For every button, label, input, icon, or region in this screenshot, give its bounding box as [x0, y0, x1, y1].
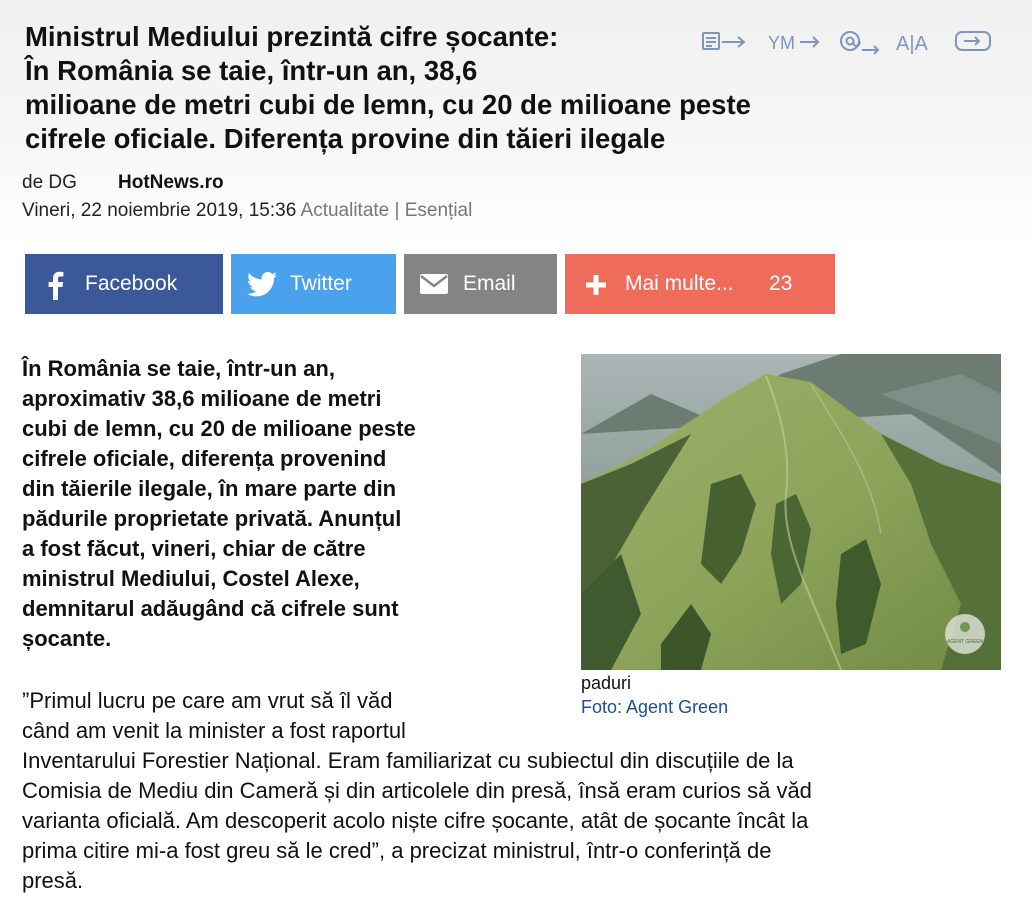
lead-line: demnitarul adăugând că cifrele sunt — [22, 596, 399, 621]
body-line: când am venit la minister a fost raportul — [22, 718, 406, 743]
plus-icon — [586, 275, 606, 301]
lead-line: șocante. — [22, 626, 112, 651]
send-article-icon[interactable] — [700, 28, 752, 56]
facebook-icon — [45, 270, 65, 306]
source-site[interactable]: HotNews.ro — [118, 172, 224, 193]
lead-line: ministrul Mediului, Costel Alexe, — [22, 566, 360, 591]
more-share-button[interactable] — [565, 254, 835, 314]
body-line: Comisia de Mediu din Cameră și din articolele din presă, însă eram curios să văd — [22, 778, 812, 803]
dateline — [22, 200, 472, 222]
email-label: Email — [463, 272, 516, 295]
email-article-icon[interactable] — [838, 28, 884, 56]
body-line: presă. — [22, 868, 84, 893]
facebook-share-button[interactable] — [25, 254, 223, 314]
lead-line: cifrele oficiale, diferența provenind — [22, 446, 387, 471]
title-line: Ministrul Mediului prezintă cifre șocante: — [25, 21, 559, 52]
title-line: milioane de metri cubi de lemn, cu 20 de milioane peste — [25, 89, 751, 120]
publish-date: Vineri, 22 noiembrie 2019, 15:36 — [22, 200, 297, 221]
twitter-share-button[interactable] — [231, 254, 396, 314]
title-line: cifrele oficiale. Diferența provine din tăieri ilegale — [25, 123, 666, 154]
lead-line: cubi de lemn, cu 20 de milioane peste — [22, 416, 416, 441]
body-line: varianta oficială. Am descoperit acolo niște cifre șocante, atât de șocante încât la — [22, 808, 809, 833]
title-line: În România se taie, într-un an, 38,6 — [25, 55, 478, 86]
yahoo-messenger-icon[interactable] — [768, 28, 822, 56]
email-share-button[interactable] — [404, 254, 557, 314]
body-line: ”Primul lucru pe care am vrut să îl văd — [22, 688, 393, 713]
ym-label: YM — [768, 33, 795, 53]
facebook-label: Facebook — [85, 272, 178, 295]
author: de DG — [22, 172, 77, 193]
envelope-icon — [420, 274, 448, 300]
body-line: prima citire mi-a fost greu să le cred”, a precizat ministrul, într-o conferință de — [22, 838, 772, 863]
article-categories[interactable]: Actualitate | Esențial — [300, 200, 473, 221]
svg-text:AGENT GREEN: AGENT GREEN — [946, 639, 984, 645]
twitter-icon — [247, 272, 277, 303]
lead-line: pădurile proprietate privată. Anunțul — [22, 506, 402, 531]
twitter-label: Twitter — [290, 272, 352, 295]
body-line: Inventarului Forestier Național. Eram familiarizat cu subiectul din discuțiile de la — [22, 748, 794, 773]
share-count: 23 — [769, 272, 793, 295]
article-body — [22, 686, 1022, 896]
lead-line: a fost făcut, vineri, chiar de către — [22, 536, 366, 561]
lead-line: aproximativ 38,6 milioane de metri — [22, 386, 382, 411]
byline — [22, 172, 224, 194]
lead-line: din tăierile ilegale, în mare parte din — [22, 476, 397, 501]
font-size-label: A|A — [896, 33, 928, 55]
lead-line: În România se taie, într-un an, — [22, 356, 335, 381]
agent-green-watermark — [945, 614, 985, 654]
article-photo[interactable] — [581, 354, 1001, 670]
more-label: Mai multe... — [625, 272, 734, 295]
font-size-icon[interactable] — [896, 28, 938, 56]
photo-caption: paduri — [581, 673, 632, 693]
article-lead — [22, 354, 542, 654]
print-icon[interactable] — [954, 28, 994, 56]
photo-credit[interactable]: Foto: Agent Green — [581, 697, 729, 717]
